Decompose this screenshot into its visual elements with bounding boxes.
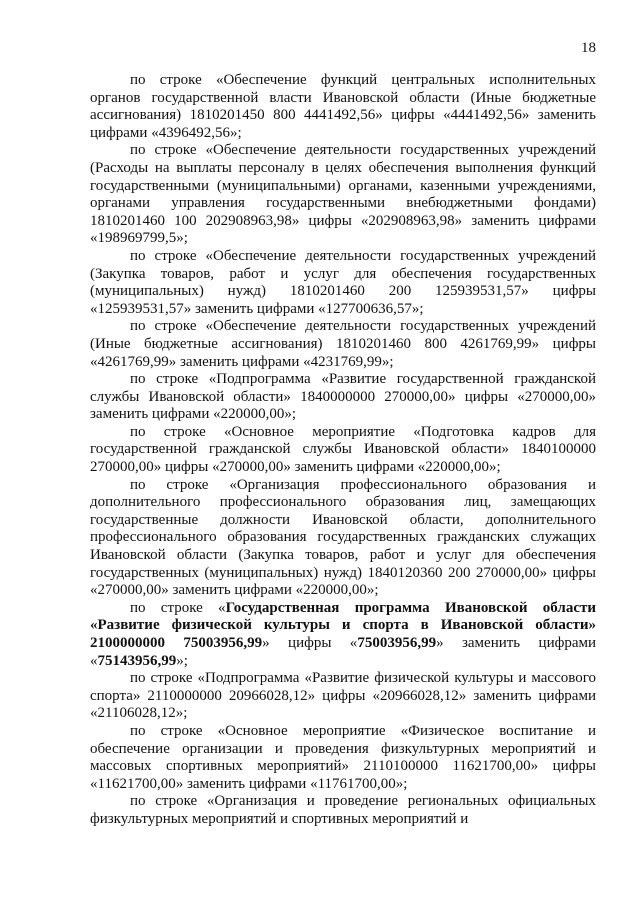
page-number: 18 [581, 40, 596, 56]
paragraph [90, 248, 596, 318]
paragraph [90, 72, 596, 142]
paragraph [90, 424, 596, 477]
text-segment: по строке «Подпрограмма «Развитие физической культуры и массового спорта» 2110000000 20966028,12» цифры «20966028,12» заменить цифрами «21106028,12»; [90, 670, 596, 722]
text-segment: по строке «Обеспечение деятельности государственных учреждений (Закупка товаров, работ и услуг для обеспечения государственных (муниципальных) нужд) 1810201460 200 125939531,57» цифры «125939531,57» заменить цифрами «127700636,57»; [90, 247, 596, 317]
text-segment: по строке «Организация профессионального образования и дополнительного профессионального образования лиц, замещающих государственные должности Ивановской области, дополнительного профессионального образования государственных гражданских служащих Ивановской области (Закупка товаров, работ и услуг для обеспечения государственных (муниципальных) нужд) 1840120360 200 270000,00» цифры «270000,00» заменить цифрами «220000,00»; [90, 476, 596, 599]
text-segment: » цифры « [262, 635, 358, 651]
bold-text-segment: 75003956,99 [357, 635, 437, 651]
bold-text-segment: Государственная программа Ивановской области «Развитие физической культуры и спорта в Ивановской области» 2100000000 75003956,99 [90, 599, 596, 651]
paragraph [90, 142, 596, 248]
text-segment: по строке « [130, 599, 226, 616]
paragraph [90, 371, 596, 424]
text-segment: » заменить цифрами « [90, 635, 596, 669]
text-segment: по строке «Обеспечение деятельности государственных учреждений (Расходы на выплаты персоналу в целях обеспечения выполнения функций государственными (муниципальными) органами, казенными учреждениями, органами управления государственными внебюджетными фондами) 1810201460 100 202908963,98» цифры «202908963,98» заменить цифрами «198969799,5»; [90, 142, 596, 247]
paragraph-bold-program [90, 600, 596, 670]
text-segment: по строке «Организация и проведение региональных официальных физкультурных мероприятий и спортивных мероприятий и [90, 793, 596, 827]
paragraph [90, 477, 596, 600]
bold-text-segment: 75143956,99 [97, 652, 177, 669]
text-segment: по строке «Обеспечение деятельности государственных учреждений (Иные бюджетные ассигнования) 1810201460 800 4261769,99» цифры «4261769,99» заменить цифрами «4231769,99»; [90, 318, 596, 370]
paragraph [90, 670, 596, 723]
paragraph [90, 723, 596, 793]
text-segment: по строке «Подпрограмма «Развитие государственной гражданской службы Ивановской области» 1840000000 270000,00» цифры «270000,00» заменить цифрами «220000,00»; [90, 371, 596, 423]
text-segment: по строке «Основное мероприятие «Физическое воспитание и обеспечение организации и проведения физкультурных мероприятий и массовых спортивных мероприятий» 2110100000 11621700,00» цифры «11621700,00» заменить цифрами «11761700,00»; [90, 722, 596, 792]
text-segment: по строке «Основное мероприятие «Подготовка кадров для государственной гражданской службы Ивановской области» 1840100000 270000,00» цифры «270000,00» заменить цифрами «220000,00»; [90, 423, 596, 476]
paragraph [90, 793, 596, 828]
document-body [90, 72, 596, 829]
text-segment: по строке «Обеспечение функций центральных исполнительных органов государственной власти Ивановской области (Иные бюджетные ассигнования) 1810201450 800 4441492,56» цифры «4441492,56» заменить цифрами «4396492,56»; [90, 72, 596, 141]
paragraph [90, 318, 596, 371]
text-segment: »; [176, 652, 188, 669]
